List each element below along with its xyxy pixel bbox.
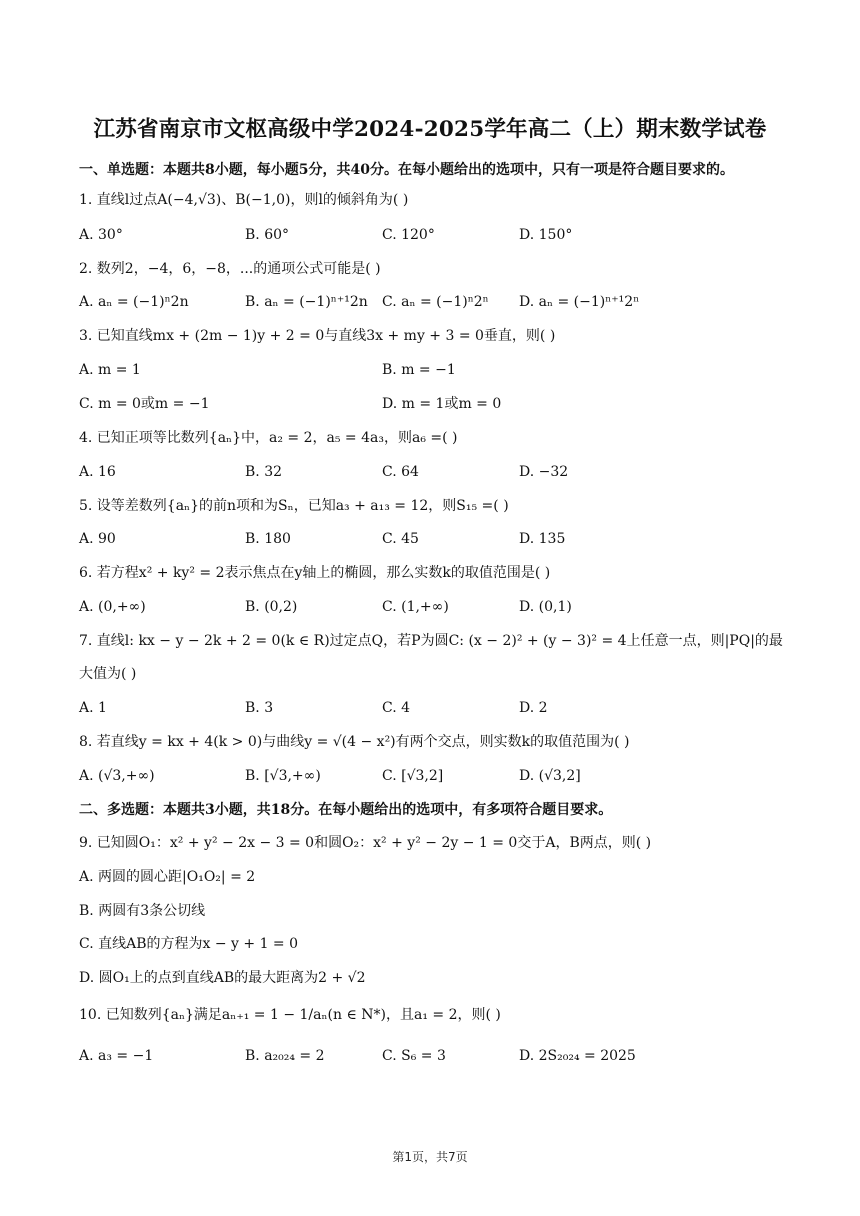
q4-option-a: A. 16: [79, 464, 116, 480]
q10-option-b: B. a₂₀₂₄ = 2: [245, 1048, 325, 1064]
q4-option-b: B. 32: [245, 464, 283, 480]
q9-option-c: C. 直线AB的方程为x − y + 1 = 0: [79, 936, 299, 952]
question-9: 9. 已知圆O₁：x² + y² − 2x − 3 = 0和圆O₂：x² + y² − 2y − 1 = 0交于A，B两点，则( ): [79, 835, 652, 851]
q6-option-d: D. (0,1): [519, 599, 572, 615]
q5-option-b: B. 180: [245, 531, 291, 547]
question-8: 8. 若直线y = kx + 4(k > 0)与曲线y = √(4 − x²)有两个交点，则实数k的取值范围为( ): [79, 734, 630, 750]
q3-option-b: B. m = −1: [382, 362, 456, 378]
page-title: 江苏省南京市文枢高级中学2024-2025学年高二（上）期末数学试卷: [93, 117, 767, 142]
question-7-continued: 大值为( ): [79, 666, 137, 682]
q1-option-b: B. 60°: [245, 227, 290, 243]
question-2: 2. 数列2，−4，6，−8，...的通项公式可能是( ): [79, 261, 381, 277]
question-10: 10. 已知数列{aₙ}满足aₙ₊₁ = 1 − 1/aₙ(n ∈ N*)，且a₁ = 2，则( ): [79, 1007, 501, 1023]
q10-option-d: D. 2S₂₀₂₄ = 2025: [519, 1048, 636, 1064]
q5-option-d: D. 135: [519, 531, 566, 547]
q1-option-c: C. 120°: [382, 227, 435, 243]
q4-option-d: D. −32: [519, 464, 569, 480]
question-4: 4. 已知正项等比数列{aₙ}中，a₂ = 2，a₅ = 4a₃，则a₆ =( ): [79, 430, 458, 446]
q4-option-c: C. 64: [382, 464, 419, 480]
q8-option-b: B. [√3,+∞): [245, 768, 321, 784]
section-heading-single-choice: 一、单选题：本题共8小题，每小题5分，共40分。在每小题给出的选项中，只有一项是符合题目要求的。: [79, 162, 734, 178]
q1-option-d: D. 150°: [519, 227, 573, 243]
q7-option-b: B. 3: [245, 700, 274, 716]
q2-option-a: A. aₙ = (−1)ⁿ2n: [79, 294, 189, 310]
q10-option-a: A. a₃ = −1: [79, 1048, 154, 1064]
section-heading-multiple-choice: 二、多选题：本题共3小题，共18分。在每小题给出的选项中，有多项符合题目要求。: [79, 802, 613, 818]
q2-option-d: D. aₙ = (−1)ⁿ⁺¹2ⁿ: [519, 294, 640, 310]
page-footer: 第1页，共7页: [392, 1150, 468, 1164]
q8-option-c: C. [√3,2]: [382, 768, 444, 784]
q9-option-b: B. 两圆有3条公切线: [79, 903, 206, 919]
q6-option-a: A. (0,+∞): [79, 599, 146, 615]
question-1: 1. 直线l过点A(−4,√3)、B(−1,0)，则l的倾斜角为( ): [79, 192, 409, 208]
q7-option-d: D. 2: [519, 700, 548, 716]
q8-option-a: A. (√3,+∞): [79, 768, 155, 784]
q5-option-c: C. 45: [382, 531, 419, 547]
q1-option-a: A. 30°: [79, 227, 123, 243]
q3-option-a: A. m = 1: [79, 362, 141, 378]
q2-option-c: C. aₙ = (−1)ⁿ2ⁿ: [382, 294, 489, 310]
question-5: 5. 设等差数列{aₙ}的前n项和为Sₙ，已知a₃ + a₁₃ = 12，则S₁₅ =( ): [79, 498, 509, 514]
q2-option-b: B. aₙ = (−1)ⁿ⁺¹2n: [245, 294, 368, 310]
q6-option-c: C. (1,+∞): [382, 599, 449, 615]
q6-option-b: B. (0,2): [245, 599, 298, 615]
q5-option-a: A. 90: [79, 531, 116, 547]
q7-option-c: C. 4: [382, 700, 411, 716]
question-3: 3. 已知直线mx + (2m − 1)y + 2 = 0与直线3x + my + 3 = 0垂直，则( ): [79, 328, 556, 344]
q3-option-c: C. m = 0或m = −1: [79, 396, 210, 412]
q8-option-d: D. (√3,2]: [519, 768, 581, 784]
q9-option-a: A. 两圆的圆心距|O₁O₂| = 2: [79, 869, 256, 885]
q9-option-d: D. 圆O₁上的点到直线AB的最大距离为2 + √2: [79, 970, 366, 986]
q10-option-c: C. S₆ = 3: [382, 1048, 446, 1064]
question-6: 6. 若方程x² + ky² = 2表示焦点在y轴上的椭圆，那么实数k的取值范围是( ): [79, 565, 551, 581]
question-7: 7. 直线l: kx − y − 2k + 2 = 0(k ∈ R)过定点Q，若P为圆C: (x − 2)² + (y − 3)² = 4上任意一点，则|PQ|的最: [79, 633, 783, 649]
q7-option-a: A. 1: [79, 700, 107, 716]
q3-option-d: D. m = 1或m = 0: [382, 396, 502, 412]
